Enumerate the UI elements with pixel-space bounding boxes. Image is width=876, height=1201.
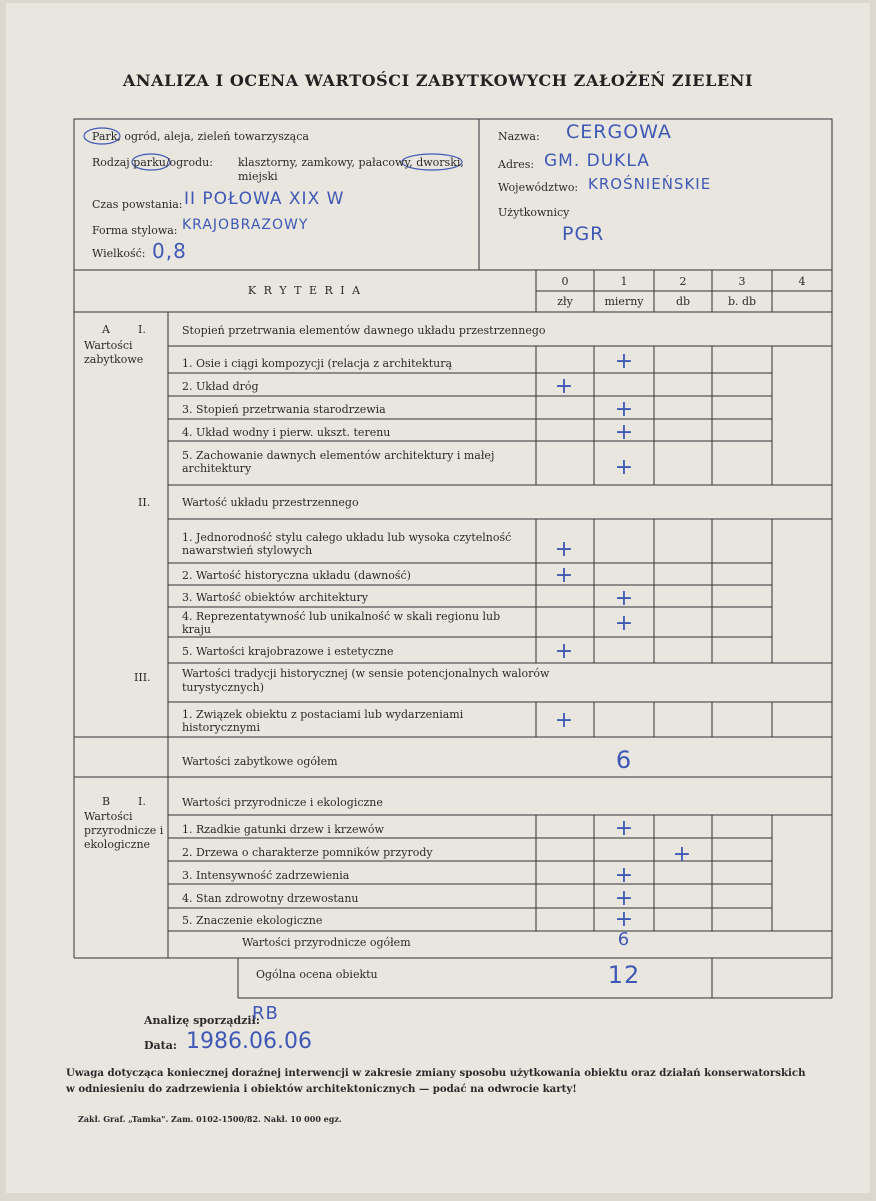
analiza-label: Analizę sporządził: xyxy=(144,1014,260,1027)
data-value: 1986.06.06 xyxy=(186,1029,312,1054)
mark-a1-5: + xyxy=(614,455,634,480)
rodzaj-options-2: miejski xyxy=(238,170,278,183)
score-name-0: zły xyxy=(557,295,573,308)
criterion-b1-5: 5. Znaczenie ekologiczne xyxy=(182,914,323,927)
total-b-label: Wartości przyrodnicze ogółem xyxy=(242,936,411,949)
data-label: Data: xyxy=(144,1039,177,1052)
criterion-a2-2: 2. Wartość historyczna układu (dawność) xyxy=(182,569,411,582)
criterion-a1-3: 3. Stopień przetrwania starodrzewia xyxy=(182,403,386,416)
rodzaj-label: Rodzaj parku/ogrodu: xyxy=(92,156,213,169)
section-a-roman-1: I. xyxy=(138,323,146,336)
mark-a2-5: + xyxy=(554,639,574,664)
nazwa-label: Nazwa: xyxy=(498,130,540,143)
printer-imprint: Zakł. Graf. „Tamka". Zam. 0102-1500/82. Nakł. 10 000 egz. xyxy=(78,1114,342,1124)
criterion-a1-4: 4. Układ wodny i pierw. ukszt. terenu xyxy=(182,426,391,439)
section-b-name: Wartości przyrodnicze i ekologiczne xyxy=(84,810,164,851)
note-line-2: w odniesieniu do zadrzewienia i obiektów architektonicznych — podać na odwrocie karty! xyxy=(66,1083,577,1095)
mark-a2-1: + xyxy=(554,537,574,562)
czas-value: II POŁOWA XIX W xyxy=(184,189,345,209)
total-b-value: 6 xyxy=(617,929,631,950)
section-a-name: Wartości zabytkowe xyxy=(84,339,144,366)
mark-a1-4: + xyxy=(614,420,634,445)
mark-b1-1: + xyxy=(614,816,634,841)
form-title: ANALIZA I OCENA WARTOŚCI ZABYTKOWYCH ZAŁOŻEŃ ZIELENI xyxy=(122,71,754,90)
mark-a3-1: + xyxy=(554,708,574,733)
score-name-1: mierny xyxy=(604,295,644,308)
score-name-2: db xyxy=(675,295,691,308)
overall-value: 12 xyxy=(607,961,641,989)
uzytkownicy-label: Użytkownicy xyxy=(498,206,570,219)
mark-b1-2: + xyxy=(672,842,692,867)
adres-value: GM. DUKLA xyxy=(544,151,650,171)
forma-label: Forma stylowa: xyxy=(92,224,178,237)
adres-label: Adres: xyxy=(498,158,535,171)
rodzaj-options: klasztorny, zamkowy, pałacowy, dworski, xyxy=(238,156,464,169)
criterion-a1-2: 2. Układ dróg xyxy=(182,380,259,393)
score-3: 3 xyxy=(738,275,746,288)
mark-b1-4: + xyxy=(614,886,634,911)
section-b-letter: B xyxy=(102,795,111,808)
note-line-1: Uwaga dotycząca koniecznej doraźnej interwencji w zakresie zmiany sposobu użytkowania obiektu oraz działań konserwatorskich xyxy=(66,1067,806,1079)
section-a-roman-3: III. xyxy=(134,671,151,684)
czas-label: Czas powstania: xyxy=(92,198,183,211)
overall-label: Ogólna ocena obiektu xyxy=(256,968,378,981)
nazwa-value: CERGOWA xyxy=(566,121,672,143)
wielkosc-label: Wielkość: xyxy=(92,247,146,260)
group-a3-title: Wartości tradycji historycznej (w sensie potencjonalnych walorów turystycznych) xyxy=(182,667,550,694)
group-a2-title: Wartość układu przestrzennego xyxy=(182,496,359,509)
form-grid xyxy=(6,3,870,1193)
score-4: 4 xyxy=(798,275,806,288)
mark-b1-3: + xyxy=(614,863,634,888)
mark-a1-2: + xyxy=(554,374,574,399)
criterion-a2-3: 3. Wartość obiektów architektury xyxy=(182,591,368,604)
analiza-signature: RB xyxy=(252,1003,279,1024)
score-name-3: b. db xyxy=(727,295,757,308)
criterion-b1-2: 2. Drzewa o charakterze pomników przyrody xyxy=(182,846,433,859)
section-a-letter: A xyxy=(102,323,110,336)
wojewodztwo-label: Województwo: xyxy=(498,181,579,194)
criterion-b1-3: 3. Intensywność zadrzewienia xyxy=(182,869,350,882)
criterion-b1-4: 4. Stan zdrowotny drzewostanu xyxy=(182,892,359,905)
mark-a2-4: + xyxy=(614,611,634,636)
score-0: 0 xyxy=(561,275,569,288)
total-a-value: 6 xyxy=(615,746,633,774)
criterion-b1-1: 1. Rzadkie gatunki drzew i krzewów xyxy=(182,823,384,836)
total-a-label: Wartości zabytkowe ogółem xyxy=(182,755,338,768)
wojewodztwo-value: KROŚNIEŃSKIE xyxy=(588,175,712,193)
mark-b1-5: + xyxy=(614,907,634,932)
mark-a1-3: + xyxy=(614,397,634,422)
group-a1-title: Stopień przetrwania elementów dawnego układu przestrzennego xyxy=(182,324,546,337)
criterion-a2-5: 5. Wartości krajobrazowe i estetyczne xyxy=(182,645,394,658)
score-2: 2 xyxy=(679,275,687,288)
wielkosc-value: 0,8 xyxy=(152,239,187,263)
forma-value: KRAJOBRAZOWY xyxy=(182,217,309,233)
form-page xyxy=(6,3,870,1193)
mark-a1-1: + xyxy=(614,349,634,374)
object-type-line: Park, ogród, aleja, zieleń towarzysząca xyxy=(92,130,309,143)
kryteria-label: K R Y T E R I A xyxy=(247,284,363,297)
uzytkownicy-value: PGR xyxy=(562,223,605,245)
criterion-a1-5: 5. Zachowanie dawnych elementów architektury i małej architektury xyxy=(182,449,495,475)
criterion-a2-1: 1. Jednorodność stylu całego układu lub wysoka czytelność nawarstwień stylowych xyxy=(182,531,512,557)
mark-a2-3: + xyxy=(614,586,634,611)
criterion-a2-4: 4. Reprezentatywność lub unikalność w skali regionu lub kraju xyxy=(182,610,501,636)
score-1: 1 xyxy=(620,275,628,288)
mark-a2-2: + xyxy=(554,563,574,588)
criterion-a1-1: 1. Osie i ciągi kompozycji (relacja z architekturą xyxy=(182,357,453,370)
section-a-roman-2: II. xyxy=(138,496,151,509)
section-b-roman-1: I. xyxy=(138,795,146,808)
group-b1-title: Wartości przyrodnicze i ekologiczne xyxy=(182,796,383,809)
criterion-a3-1: 1. Związek obiektu z postaciami lub wydarzeniami historycznymi xyxy=(182,708,464,734)
